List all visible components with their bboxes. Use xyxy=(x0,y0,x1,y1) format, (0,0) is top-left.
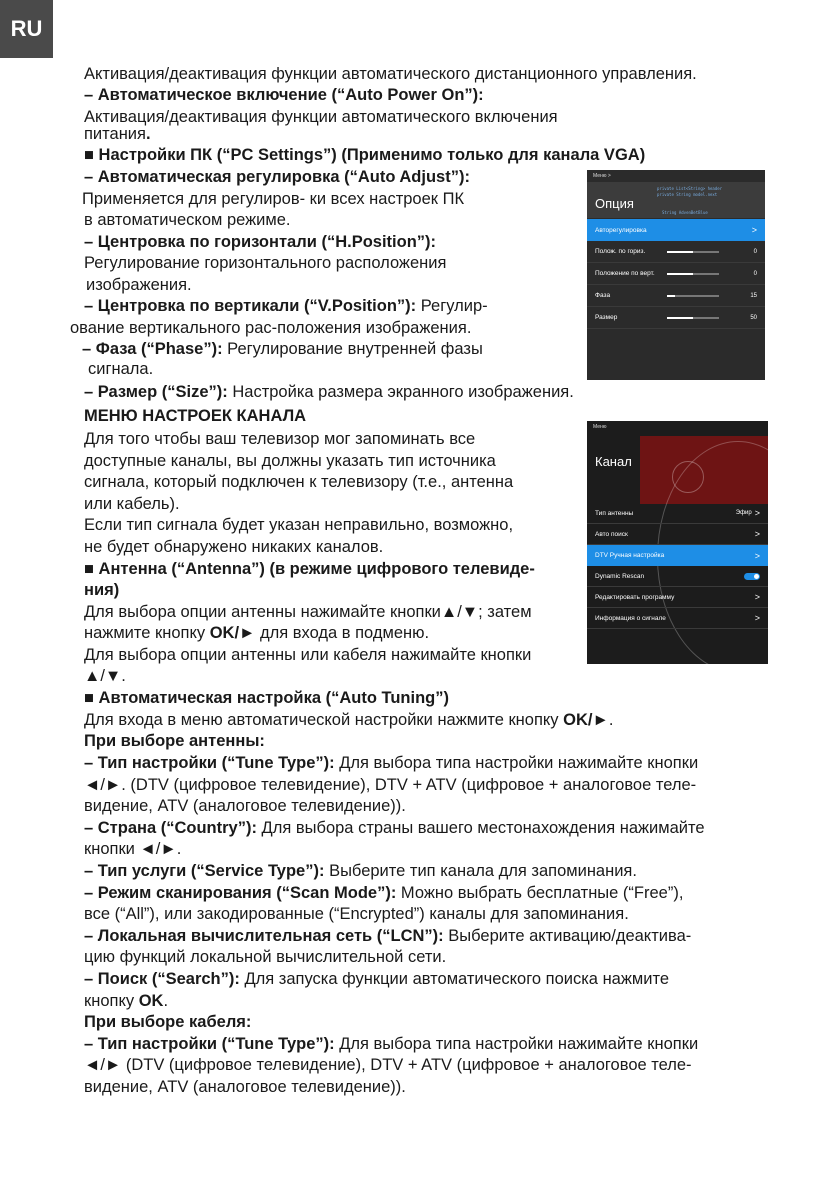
text-run: Регулирование внутренней фазы xyxy=(222,340,483,358)
menu-item-value: Эфир xyxy=(735,510,752,516)
menu-breadcrumb: Меню xyxy=(593,424,607,430)
text-run: Регулир- xyxy=(416,297,488,315)
text-run: видение, ATV (аналоговое телевидение)). xyxy=(84,797,406,815)
text-line xyxy=(86,275,192,295)
screen-title: Канал xyxy=(595,454,632,469)
text-line xyxy=(84,1055,692,1075)
text-run: для входа в подменю. xyxy=(255,624,430,642)
text-line xyxy=(84,969,669,989)
bold-text: – Тип услуги (“ xyxy=(84,862,205,880)
bold-text: – Автоматическое включение (“Auto Power On”): xyxy=(84,86,484,104)
menu-item xyxy=(587,285,765,307)
text-line xyxy=(84,472,513,492)
text-run: Применяется для регулиров- ки всех настроек ПК xyxy=(82,190,465,208)
text-run: ◄/► (DTV (цифровое телевидение), DTV + ATV (цифровое + аналоговое теле- xyxy=(84,1056,692,1074)
text-run: цию функций локальной вычислительной сети. xyxy=(84,948,447,966)
text-line xyxy=(84,904,629,924)
menu-breadcrumb: Меню > xyxy=(593,173,611,179)
level-slider xyxy=(667,295,719,297)
text-line xyxy=(84,167,470,187)
text-line xyxy=(84,926,691,946)
bold-text: – Размер (“Size”): xyxy=(84,383,228,401)
text-line xyxy=(84,580,119,600)
level-slider xyxy=(667,251,719,253)
text-run: доступные каналы, вы должны указать тип источника xyxy=(84,452,496,470)
text-line xyxy=(84,232,436,252)
menu-item-value: 0 xyxy=(753,248,757,255)
text-line xyxy=(84,775,696,795)
bold-text: Service Type xyxy=(204,862,306,880)
text-run: Для выбора страны вашего местонахождения нажимайте xyxy=(256,819,705,837)
menu-item-label: Тип антенны xyxy=(595,509,634,517)
chevron-right-icon: > xyxy=(754,613,760,623)
menu-item xyxy=(587,503,768,524)
bold-text: – Автоматическая регулировка (“Auto Adjust”): xyxy=(84,168,470,186)
text-line xyxy=(84,688,449,708)
text-run: Можно выбрать бесплатные (“Free”), xyxy=(396,884,684,902)
text-run: Для выбора типа настройки нажимайте кнопки xyxy=(334,754,699,772)
text-run: Для того чтобы ваш телевизор мог запоминать все xyxy=(84,430,476,448)
text-line xyxy=(84,429,475,449)
text-run: . xyxy=(163,992,169,1010)
text-line xyxy=(84,839,181,859)
channel-settings-screenshot xyxy=(587,421,768,664)
menu-item-label: Редактировать программу xyxy=(595,593,675,601)
bold-text: . xyxy=(145,125,151,143)
text-line xyxy=(70,318,471,338)
text-line xyxy=(84,382,574,402)
toggle-switch-icon xyxy=(744,573,760,580)
text-run: Если тип сигнала будет указан неправильно, возможно, xyxy=(84,516,514,534)
bold-text: – Тип настройки (“Tune Type”): xyxy=(84,754,335,772)
screen-title: Опция xyxy=(595,196,634,211)
text-line xyxy=(84,1012,251,1032)
bold-text: При выборе антенны: xyxy=(84,732,265,750)
bold-text: – Режим сканирования (“Scan Mode”): xyxy=(84,884,397,902)
text-line xyxy=(84,861,637,881)
text-run: . xyxy=(608,711,614,729)
text-line xyxy=(84,947,446,967)
text-run: Активация/деактивация функции автоматического включения xyxy=(84,108,558,126)
bold-text: – Центровка по горизонтали (“H.Position”): xyxy=(84,233,437,251)
level-slider xyxy=(667,273,719,275)
text-line xyxy=(84,494,180,514)
menu-item xyxy=(587,608,768,629)
text-line xyxy=(84,645,531,665)
bold-text: При выборе кабеля: xyxy=(84,1013,252,1031)
bold-text: OK/► xyxy=(563,711,609,729)
bold-text: ■ Настройки ПК (“PC Settings”) (Применимо только для канала VGA) xyxy=(84,146,646,164)
text-run: в автоматическом режиме. xyxy=(84,211,291,229)
text-run: Настройка размера экранного изображения. xyxy=(227,383,574,401)
text-run: все (“All”), или закодированные (“Encrypted”) каналы для запоминания. xyxy=(84,905,629,923)
menu-item xyxy=(587,307,765,329)
chevron-right-icon: > xyxy=(754,508,760,518)
text-line xyxy=(84,666,126,686)
text-line xyxy=(84,753,698,773)
bold-text: – Локальная вычислительная сеть (“LCN”): xyxy=(84,927,444,945)
chevron-right-icon: > xyxy=(754,592,760,602)
text-run: видение, ATV (аналоговое телевидение)). xyxy=(84,1078,406,1096)
menu-item-label: Авторегулировка xyxy=(595,226,647,234)
bold-text: – Центровка по вертикали (“V.Position”): xyxy=(84,297,417,315)
menu-item-label: Размер xyxy=(595,314,618,321)
background-code-image: private List<String> header private String model.next String AdvenBetBlue xyxy=(587,182,765,218)
text-line xyxy=(84,602,532,622)
text-run: Выберите тип канала для запоминания. xyxy=(324,862,637,880)
text-run: кнопки ◄/►. xyxy=(84,840,182,858)
text-line xyxy=(84,107,558,127)
text-run: сигнала. xyxy=(88,360,154,378)
text-run: Регулирование горизонтального расположения xyxy=(84,254,447,272)
text-line xyxy=(84,623,429,643)
text-line xyxy=(84,85,484,105)
menu-item-value: 0 xyxy=(753,270,757,277)
text-line xyxy=(84,145,645,165)
menu-item-label: Фаза xyxy=(595,292,611,299)
text-run: ование вертикального рас-положения изображения. xyxy=(70,319,472,337)
menu-item xyxy=(587,587,768,608)
text-line xyxy=(84,253,446,273)
text-run: сигнала, который подключен к телевизору (т.е., антенна xyxy=(84,473,514,491)
text-run: Выберите активацию/деактива- xyxy=(443,927,692,945)
bold-text: ния) xyxy=(84,581,120,599)
bold-text: – Тип настройки (“Tune Type”): xyxy=(84,1035,335,1053)
text-run: кнопку xyxy=(84,992,139,1010)
text-line xyxy=(84,710,613,730)
bold-text: МЕНЮ НАСТРОЕК КАНАЛА xyxy=(84,407,307,425)
text-line xyxy=(84,818,705,838)
menu-item-label: Авто поиск xyxy=(595,530,628,538)
text-line xyxy=(84,991,168,1011)
text-run: не будет обнаружено никаких каналов. xyxy=(84,538,384,556)
menu-item xyxy=(587,219,765,241)
bold-text: OK/► xyxy=(209,624,256,642)
text-run: Для запуска функции автоматического поиска нажмите xyxy=(239,970,670,988)
text-line xyxy=(84,64,697,84)
text-line xyxy=(84,210,290,230)
text-line xyxy=(84,1034,698,1054)
text-line xyxy=(82,339,483,359)
text-line xyxy=(84,883,683,903)
chevron-right-icon: > xyxy=(751,225,757,235)
text-line xyxy=(84,731,265,751)
bold-text: OK xyxy=(138,992,164,1010)
language-code: RU xyxy=(10,16,43,41)
bold-text: – Фаза (“Phase”): xyxy=(82,340,223,358)
text-line xyxy=(84,559,535,579)
text-run: Активация/деактивация функции автоматического дистанционного управления. xyxy=(84,65,697,83)
menu-item-label: Информация о сигнале xyxy=(595,614,666,622)
menu-item xyxy=(587,566,768,587)
menu-item-label: DTV Ручная настройка xyxy=(595,552,665,559)
pc-settings-screenshot xyxy=(587,170,765,380)
text-run: ◄/►. (DTV (цифровое телевидение), DTV + ATV (цифровое + аналоговое теле- xyxy=(84,776,697,794)
text-line xyxy=(84,451,496,471)
bold-text: – Поиск (“Search”): xyxy=(84,970,240,988)
menu-item-label: Dynamic Rescan xyxy=(595,572,645,580)
text-line xyxy=(84,515,513,535)
bold-text: ”): xyxy=(305,862,325,880)
menu-item xyxy=(587,545,768,566)
bold-text: – Страна (“Country”): xyxy=(84,819,257,837)
text-run: нажмите кнопку xyxy=(84,624,210,642)
text-line xyxy=(84,296,488,316)
text-line xyxy=(84,1077,406,1097)
menu-item-label: Положение по верт. xyxy=(595,270,655,277)
text-run: Для выбора опции антенны нажимайте кнопки▲/▼; затем xyxy=(84,603,532,621)
text-run: или кабель). xyxy=(84,495,180,513)
text-run: изображения. xyxy=(86,276,192,294)
text-line xyxy=(84,406,306,426)
text-run: Для входа в меню автоматической настройки нажмите кнопку xyxy=(84,711,564,729)
chevron-right-icon: > xyxy=(754,529,760,539)
text-line xyxy=(84,796,406,816)
chevron-right-icon: > xyxy=(754,550,760,561)
text-line xyxy=(84,124,151,144)
menu-item xyxy=(587,263,765,285)
text-run: Для выбора типа настройки нажимайте кнопки xyxy=(334,1035,699,1053)
text-line xyxy=(88,359,153,379)
menu-item-value: 15 xyxy=(750,292,757,299)
bold-text: ■ Автоматическая настройка (“Auto Tuning”) xyxy=(84,689,449,707)
menu-item-label: Полож. по гориз. xyxy=(595,248,646,255)
text-run: Для выбора опции антенны или кабеля нажимайте кнопки xyxy=(84,646,532,664)
decorative-circle xyxy=(672,461,704,493)
bold-text: ■ Антенна (“Antenna”) (в режиме цифрового телевиде- xyxy=(84,560,535,578)
menu-item xyxy=(587,241,765,263)
menu-item xyxy=(587,524,768,545)
level-slider xyxy=(667,317,719,319)
text-line xyxy=(82,189,464,209)
text-run: ▲/▼. xyxy=(84,667,126,685)
text-line xyxy=(84,537,383,557)
menu-item-value: 50 xyxy=(750,314,757,321)
text-run: питания xyxy=(84,125,146,143)
